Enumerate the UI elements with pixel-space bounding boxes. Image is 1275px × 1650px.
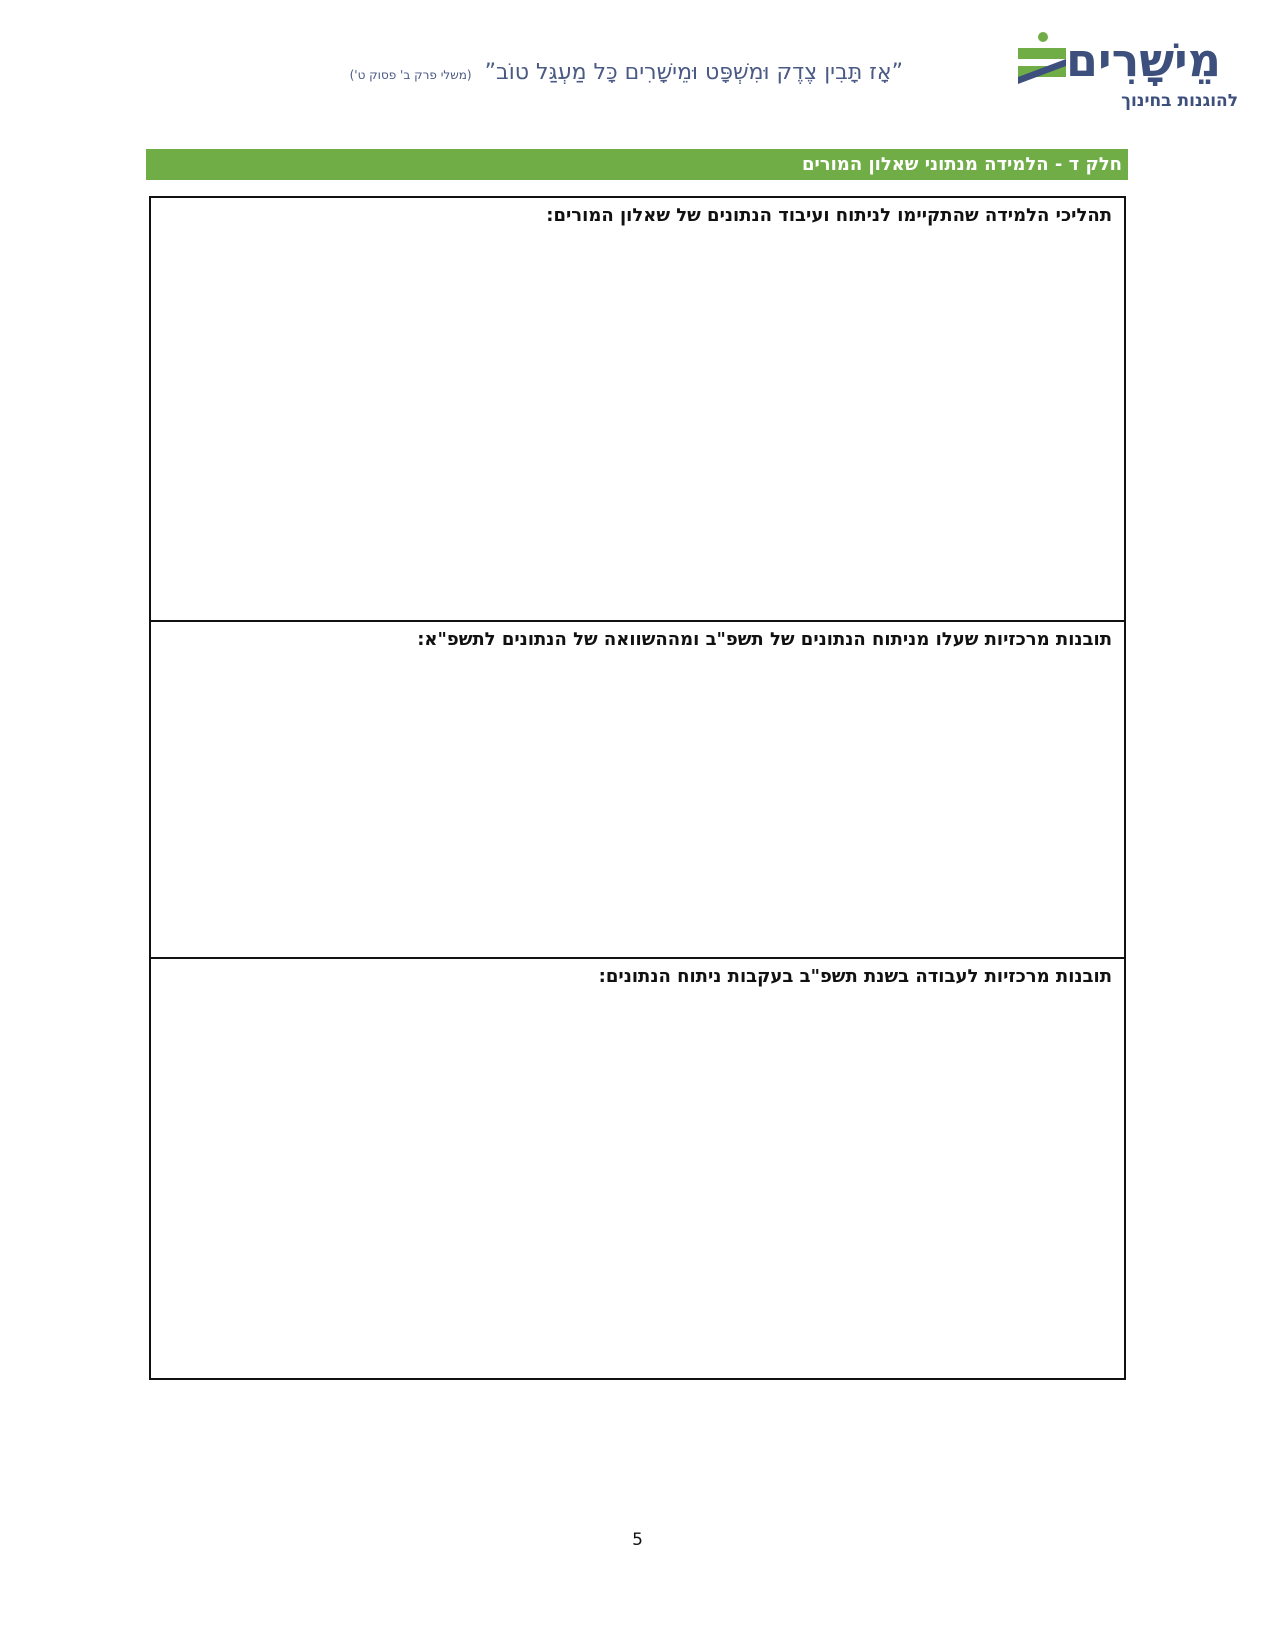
section-title-bar: חלק ד - הלמידה מנתוני שאלון המורים — [146, 149, 1128, 180]
form-prompt-learning-processes: תהליכי הלמידה שהתקיימו לניתוח ועיבוד הנתונים של שאלון המורים: — [546, 205, 1112, 226]
answer-area-key-insights-comparison[interactable] — [163, 652, 1112, 952]
answer-area-learning-processes[interactable] — [163, 228, 1112, 608]
form-prompt-insights-for-work: תובנות מרכזיות לעבודה בשנת תשפ"ב בעקבות ניתוח הנתונים: — [598, 966, 1112, 987]
header-quote — [350, 60, 903, 85]
form-row — [150, 958, 1125, 1379]
page-number: 5 — [632, 1530, 643, 1550]
logo-mark-icon — [1016, 30, 1070, 88]
quote-source: (משלי פרק ב' פסוק ט') — [349, 68, 472, 82]
answer-area-insights-for-work[interactable] — [163, 989, 1112, 1369]
page-header — [0, 0, 1275, 130]
form-cell[interactable] — [150, 958, 1125, 1379]
reflection-form-table — [149, 196, 1126, 1380]
logo-name: מֵישָׁרִים — [1066, 33, 1221, 87]
meisharim-logo — [1016, 30, 1246, 114]
form-prompt-key-insights-comparison: תובנות מרכזיות שעלו מניתוח הנתונים של תשפ"ב ומההשוואה של הנתונים לתשפ"א: — [417, 629, 1112, 650]
form-cell[interactable] — [150, 197, 1125, 621]
quote-text: ”אָז תָּבִין צֶדֶק וּמִשְׁפָּט וּמֵישָׁרִים כָּל מַעְגַּל טוֹב” — [484, 60, 903, 85]
form-row — [150, 621, 1125, 958]
logo-tagline: להוגנות בחינוך — [1121, 91, 1238, 111]
form-row — [150, 197, 1125, 621]
form-cell[interactable] — [150, 621, 1125, 958]
